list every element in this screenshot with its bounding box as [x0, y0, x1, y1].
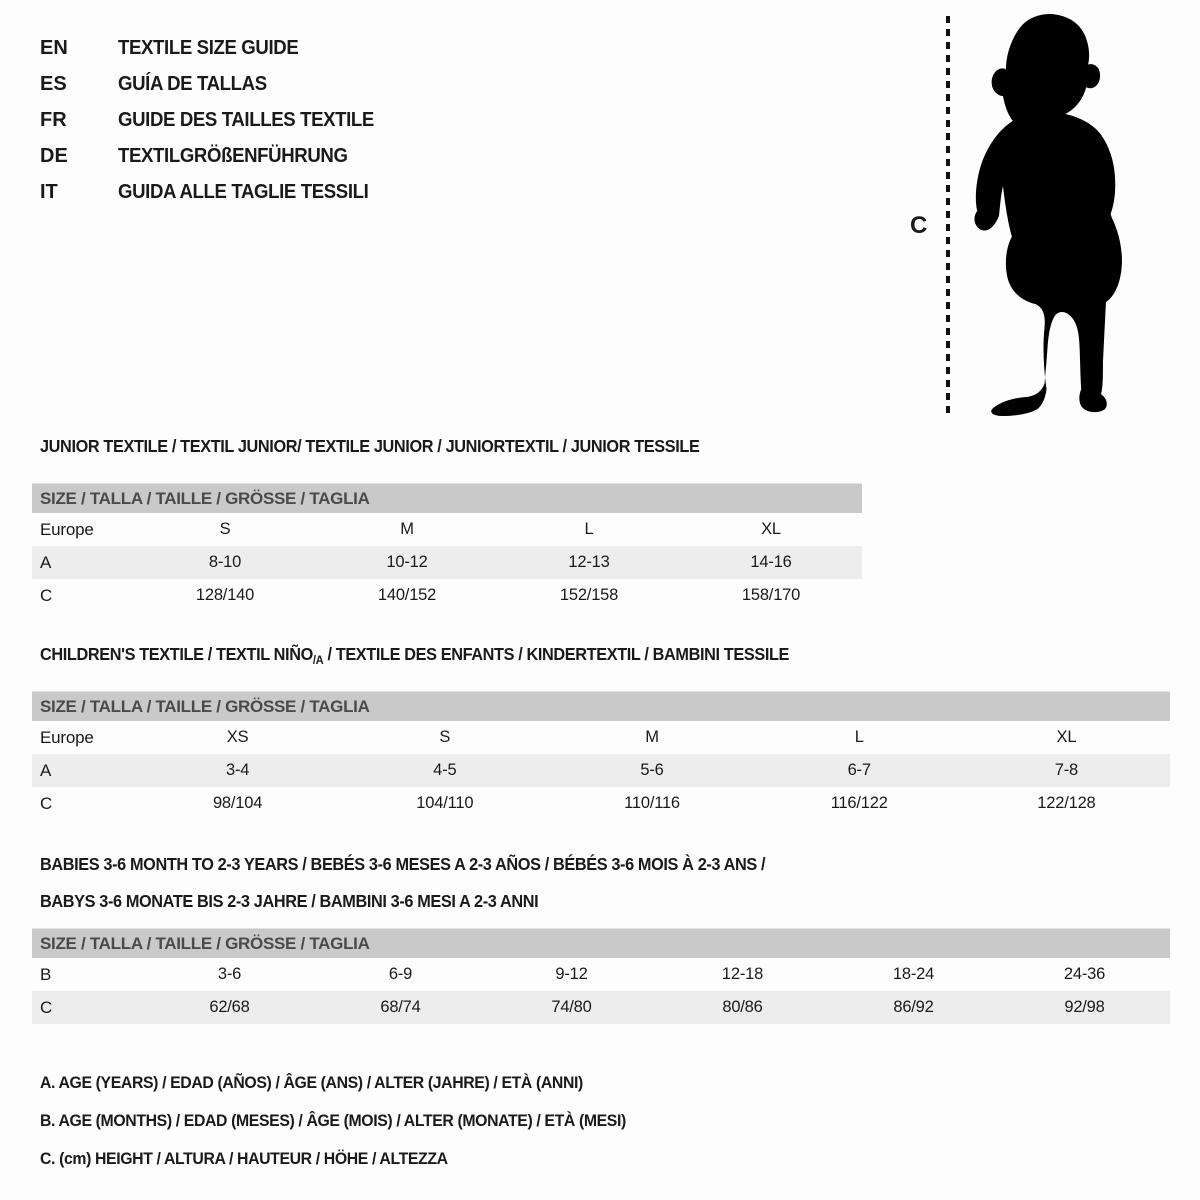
table-cell: 140/152 [377, 586, 437, 604]
table-cell: 104/110 [416, 794, 474, 812]
language-title-list [40, 30, 393, 210]
language-row [40, 66, 393, 102]
table-cell: 12-18 [721, 965, 764, 983]
table-cell: XS [226, 728, 249, 746]
language-row [40, 30, 393, 66]
language-code: DE [40, 144, 68, 167]
table-cell: 12-13 [568, 553, 610, 571]
row-label: B [40, 964, 52, 984]
table-cell: 5-6 [640, 761, 664, 779]
row-label: Europe [40, 519, 94, 539]
table-cell: 98/104 [212, 794, 263, 812]
table-cell: 62/68 [209, 998, 250, 1016]
footnote-age-years: A. AGE (YEARS) / EDAD (AÑOS) / ÂGE (ANS) / ALTER (JAHRE) / ETÀ (ANNI) [40, 1073, 583, 1092]
junior-size-table [32, 483, 862, 612]
row-label: C [40, 793, 53, 813]
table-cell: 116/122 [830, 794, 888, 812]
children-heading-subscript: /A [312, 653, 324, 667]
babies-heading-line2: BABYS 3-6 MONATE BIS 2-3 JAHRE / BAMBINI 3-6 MESI A 2-3 ANNI [40, 891, 539, 911]
table-cell: 6-9 [388, 965, 413, 983]
table-cell: M [645, 728, 659, 746]
table-row [32, 513, 862, 546]
table-cell: 18-24 [892, 965, 935, 983]
language-title: TEXTILE SIZE GUIDE [118, 36, 299, 59]
table-cell: 158/170 [741, 586, 801, 604]
table-row [32, 754, 1170, 787]
table-cell: 3-4 [225, 761, 250, 779]
row-label: Europe [40, 727, 94, 747]
row-label: C [40, 997, 53, 1017]
table-header-bar: SIZE / TALLA / TAILLE / GRÖSSE / TAGLIA [32, 928, 1170, 958]
language-title: TEXTILGRÖßENFÜHRUNG [118, 144, 348, 167]
language-title: GUÍA DE TALLAS [118, 72, 267, 95]
table-cell: 122/128 [1037, 794, 1096, 812]
language-code: EN [40, 36, 68, 59]
footnote-list [40, 1064, 670, 1178]
table-cell: S [439, 728, 451, 746]
table-cell: L [584, 520, 594, 538]
footnote-height-cm: C. (cm) HEIGHT / ALTURA / HAUTEUR / HÖHE / ALTEZZA [40, 1149, 448, 1168]
babies-size-table [32, 928, 1170, 1024]
children-section-heading [40, 644, 845, 667]
table-row [32, 721, 1170, 754]
children-section-heading-text: CHILDREN'S TEXTILE / TEXTIL $NIÑO_{/A}$ / TEXTILE DES ENFANTS / KINDERTEXTIL / BAMBINI TESSILE [40, 644, 790, 667]
row-label: A [40, 760, 52, 780]
language-row [40, 138, 393, 174]
table-row [32, 958, 1170, 991]
height-measure-label: C [910, 212, 928, 239]
table-row [32, 787, 1170, 820]
table-cell: M [400, 520, 414, 538]
height-measure-dashed-line [946, 16, 950, 416]
table-cell: S [219, 520, 231, 538]
baby-silhouette-icon [962, 10, 1138, 416]
babies-section-heading [40, 846, 820, 920]
footnote-age-months: B. AGE (MONTHS) / EDAD (MESES) / ÂGE (MOIS) / ALTER (MONATE) / ETÀ (MESI) [40, 1111, 626, 1130]
table-cell: 4-5 [433, 761, 457, 779]
language-code: FR [40, 108, 67, 131]
table-cell: 10-12 [386, 553, 428, 571]
language-row [40, 102, 393, 138]
language-title: GUIDA ALLE TAGLIE TESSILI [118, 180, 369, 203]
language-title: GUIDE DES TAILLES TEXTILE [118, 108, 374, 131]
table-cell: 128/140 [195, 586, 255, 604]
table-row [32, 546, 862, 579]
table-cell: L [854, 728, 864, 746]
table-cell: XL [761, 520, 781, 538]
babies-heading-line1: BABIES 3-6 MONTH TO 2-3 YEARS / BEBÉS 3-6 MESES A 2-3 AÑOS / BÉBÉS 3-6 MOIS À 2-3 ANS / [40, 854, 766, 874]
table-row [32, 579, 862, 612]
table-cell: 14-16 [750, 553, 792, 571]
table-cell: 86/92 [893, 998, 934, 1016]
table-cell: 3-6 [217, 965, 242, 983]
table-cell: 74/80 [551, 998, 592, 1016]
table-cell: 7-8 [1054, 761, 1079, 779]
table-cell: 80/86 [722, 998, 763, 1016]
table-cell: 110/116 [624, 794, 680, 812]
language-code: IT [40, 180, 58, 203]
table-header-bar: SIZE / TALLA / TAILLE / GRÖSSE / TAGLIA [32, 691, 1170, 721]
language-row [40, 174, 393, 210]
table-cell: 152/158 [559, 586, 619, 604]
row-label: C [40, 585, 53, 605]
table-cell: 8-10 [208, 553, 242, 571]
language-code: ES [40, 72, 67, 95]
table-cell: XL [1056, 728, 1077, 746]
table-cell: 24-36 [1063, 965, 1106, 983]
table-row [32, 991, 1170, 1024]
table-cell: 6-7 [847, 761, 871, 779]
table-cell: 9-12 [555, 965, 588, 983]
children-size-table [32, 691, 1170, 820]
row-label: A [40, 552, 52, 572]
table-cell: 92/98 [1064, 998, 1105, 1016]
junior-section-heading [40, 436, 749, 457]
table-cell: 68/74 [380, 998, 421, 1016]
junior-section-heading-text: JUNIOR TEXTILE / TEXTIL JUNIOR/ TEXTILE JUNIOR / JUNIORTEXTIL / JUNIOR TESSILE [40, 436, 700, 456]
table-header-bar: SIZE / TALLA / TAILLE / GRÖSSE / TAGLIA [32, 483, 862, 513]
